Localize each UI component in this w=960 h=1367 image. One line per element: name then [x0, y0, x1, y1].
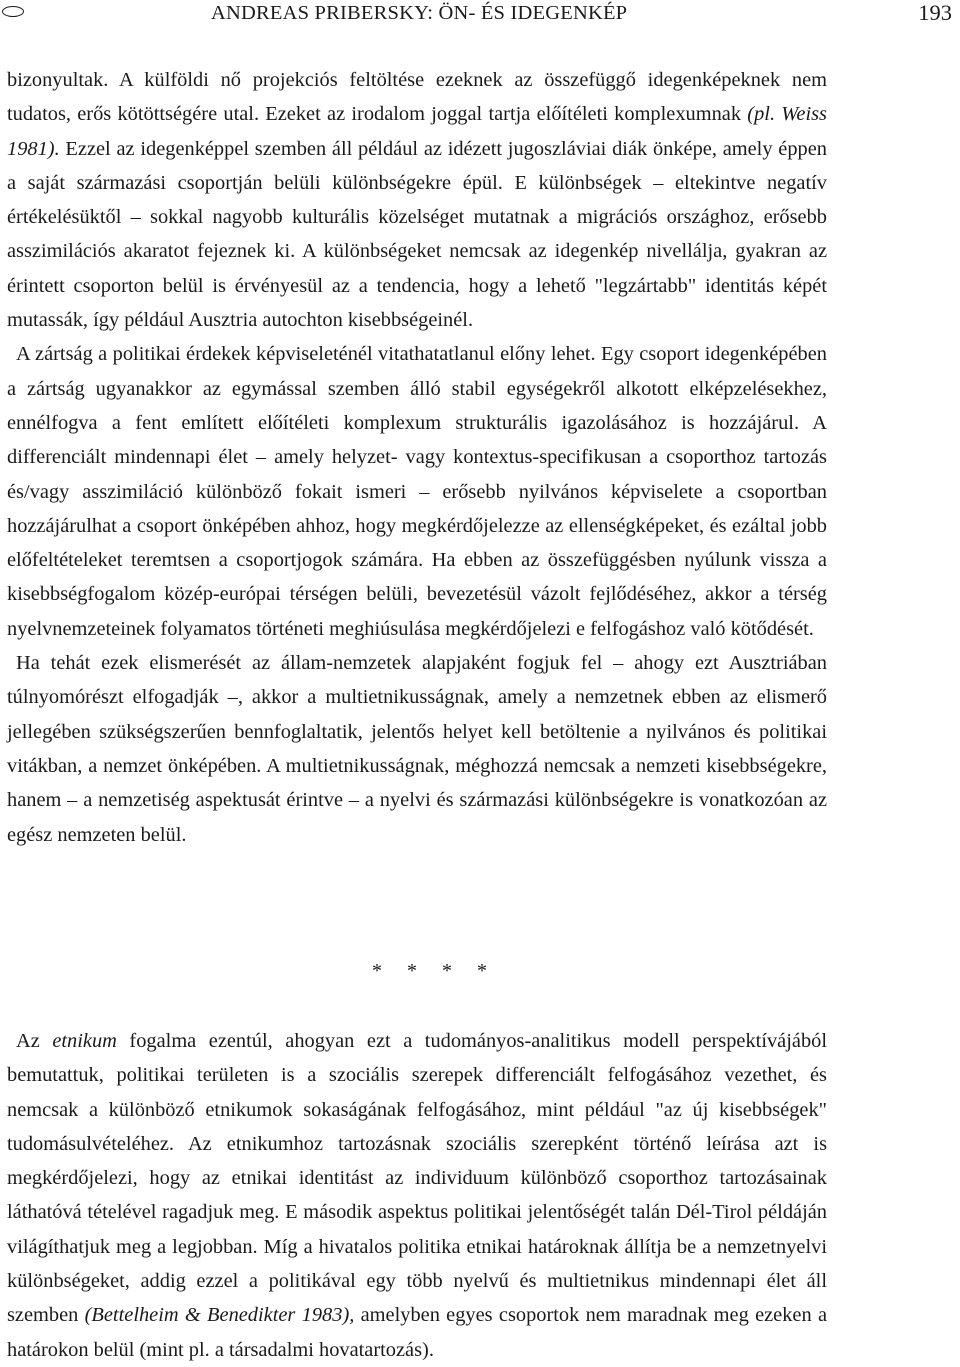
paragraph-4-text-a: Az: [16, 1030, 53, 1052]
running-head: ANDREAS PRIBERSKY: ÖN- ÉS IDEGENKÉP: [211, 2, 628, 24]
page-header: [0, 0, 960, 40]
paragraph-3: Ha tehát ezek elismerését az állam-nemzetek alapjaként fogjuk fel – ahogy ezt Ausztriában túlnyomórészt elfogadják –, akkor a multietnikusságnak, amely a nemzetnek ebben az elismerő jellegében szükségszerűen bennfoglaltatik, jelentős helyet kell betöltenie a nyilvános és politikai vitákban, a nemzet önképében. A multietnikusságnak, méghozzá nemcsak a nemzeti kisebbségekre, hanem – a nemzetiség aspektusát érintve – a nyelvi és származási különbségekre is vonatkozóan az egész nemzeten belül.: [7, 652, 827, 846]
citation-weiss: (pl. Weiss 1981).: [7, 103, 827, 160]
paragraph-1: [7, 63, 827, 337]
page-number: 193: [918, 0, 952, 25]
ellipse-mark-icon: [2, 6, 24, 17]
paragraph-4-text-b: fogalma ezentúl, ahogyan ezt a tudományos-analitikus modell perspektívájából bemutattuk, politikai területen is a szociális szerepek differenciált felfogásához vezethet, és nemcsak a különböző etnikumok sokaságának felfogásához, mint például "az új kisebbségek" tudomásulvételéhez. Az etnikumhoz tartozásnak szociális szerepként történő leírása azt is megkérdőjelezi, hogy az etnikai identitást az individuum különböző csoporthoz tartozásainak láthatóvá tételével ragadjuk meg. E második aspektus politikai jelentőségét talán Dél-Tirol példáján világíthatjuk meg a legjobban. Míg a hivatalos politika etnikai határoknak állítja be a nemzetnyelvi különbségeket, addig ezzel a politikával egy több nyelvű és multietnikus mindennapi élet áll szemben: [7, 1030, 828, 1327]
term-etnikum: etnikum: [52, 1030, 117, 1052]
section-text: [7, 1024, 827, 1367]
main-text: [7, 63, 827, 852]
paragraph-2: A zártság a politikai érdekek képviseleténél vitathatatlanul előny lehet. Egy csoport idegenképében a zártság ugyanakkor az egymással szemben álló stabil egységekről alkotott elképzelésekhez, ennélfogva a fent említett előítéleti komplexum strukturális igazolásához is hozzájárul. A differenciált mindennapi élet – amely helyzet- vagy kontextus-specifikusan a csoporthoz tartozás és/vagy asszimiláció különböző fokait ismeri – erősebb nyilvános képviselete a csoportban hozzájárulhat a csoport önképében ahhoz, hogy megkérdőjelezze az ellenségképeket, és ezáltal jobb előfeltételeket teremtsen a csoportjogok számára. Ha ebben az összefüggésben nyúlunk vissza a kisebbségfogalom közép-európai térségen belüli, bevezetésül vázolt fejlődéséhez, akkor a térség nyelvnemzeteinek folyamatos történeti meghiúsulása megkérdőjelezi e felfogáshoz való kötődését.: [7, 343, 827, 640]
paragraph-4-text-c: amelyben egyes csoportok nem maradnak meg ezeken a határokon belül (mint pl. a társadalmi hovatartozás).: [7, 1304, 828, 1361]
paragraph-1-text-a: bizonyultak. A külföldi nő projekciós feltöltése ezeknek az összefüggő idegenképeknek nem tudatos, erős kötöttségére utal. Ezeket az irodalom joggal tartja előítéleti komplexumnak: [7, 69, 827, 126]
paragraph-1-text-b: Ezzel az idegenképpel szemben áll például az idézett jugoszláviai diák önképe, amely éppen a saját származási csoportján belüli különbségekre épül. E különbségek – eltekintve negatív értékelésüktől – sokkal nagyobb kulturális közelséget mutatnak a migrációs országhoz, erősebb asszimilációs akaratot fejeznek ki. A különbségeket nemcsak az idegenkép nivellálja, gyakran az érintett csoporton belül is érvényesül az a tendencia, hogy a lehető "legzártabb" identitás képét mutassák, így például Ausztria autochton kisebbségeinél.: [7, 137, 827, 332]
paragraph-4: [7, 1024, 827, 1367]
citation-bettelheim: (Bettelheim & Benedikter 1983),: [84, 1304, 355, 1327]
section-separator: * * * *: [372, 960, 497, 982]
